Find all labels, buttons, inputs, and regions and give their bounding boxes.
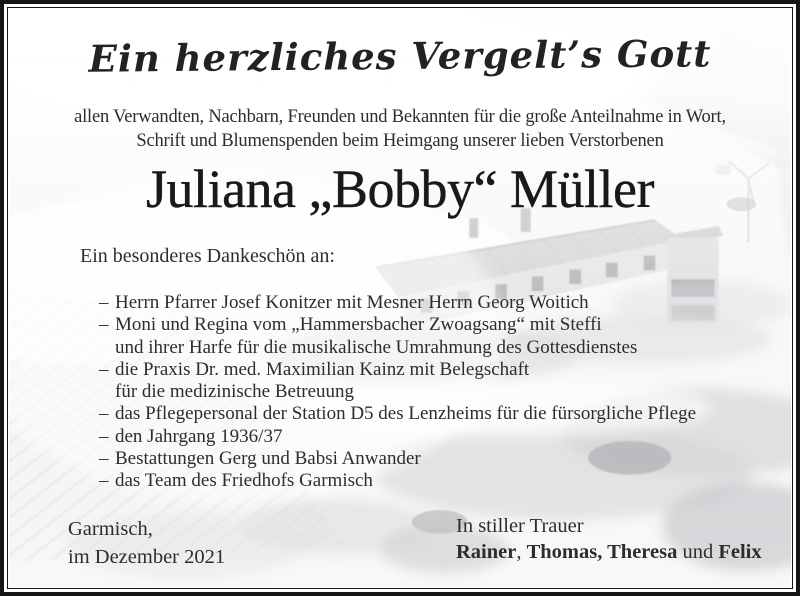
intro-line-1: allen Verwandten, Nachbarn, Freunden und Bekannten für die große Anteilnahme in Wort, — [74, 107, 726, 127]
mourner-name: Rainer — [456, 541, 517, 563]
place: Garmisch, — [68, 518, 153, 540]
thanks-list-item — [99, 292, 776, 314]
list-item-text: Bestattungen Gerg und Babsi Anwander — [115, 448, 421, 470]
list-dash: – — [99, 358, 109, 380]
deceased-name: Juliana „Bobby“ Müller — [146, 159, 654, 219]
list-item-text: das Team des Friedhofs Garmisch — [115, 470, 373, 492]
thanks-list-item — [99, 470, 776, 492]
notice-content — [4, 4, 796, 592]
list-dash: – — [99, 470, 109, 492]
list-dash: – — [99, 448, 109, 470]
mourners-block — [456, 513, 762, 565]
thanks-list-item — [99, 314, 776, 359]
list-item-text: Herrn Pfarrer Josef Konitzer mit Mesner Herrn Georg Woitich — [115, 292, 589, 313]
intro-paragraph — [4, 105, 796, 153]
place-date-block — [68, 515, 225, 571]
mourner-name: Felix — [718, 541, 762, 563]
date: im Dezember 2021 — [68, 546, 226, 568]
list-dash: – — [99, 403, 109, 425]
mourning-label: In stiller Trauer — [456, 515, 584, 537]
intro-line-2: Schrift und Blumenspenden beim Heimgang unserer lieben Verstorbenen — [136, 131, 664, 151]
mourners-names — [456, 539, 762, 565]
headline-script: Ein herzliches Vergelt’s Gott — [88, 31, 712, 81]
thanks-list-item — [99, 448, 776, 470]
list-dash: – — [99, 292, 109, 313]
list-item-text: den Jahrgang 1936/37 — [115, 425, 283, 447]
list-dash: – — [99, 314, 109, 336]
mourner-separator: , — [516, 541, 527, 563]
list-item-text: das Pflegepersonal der Station D5 des Lenzheims für die fürsorgliche Pflege — [115, 403, 697, 425]
thanks-list — [99, 292, 776, 493]
thanks-list-item — [99, 403, 776, 425]
thanks-list-item — [99, 426, 776, 448]
list-dash: – — [99, 425, 109, 447]
list-item-text: die Praxis Dr. med. Maximilian Kainz mit Belegschaft für die medizinische Betreuung — [115, 358, 530, 403]
list-item-text: Moni und Regina vom „Hammersbacher Zwoagsang“ mit Steffi und ihrer Harfe für die musikalische Umrahmung des Gottesdienstes — [115, 314, 638, 358]
mourner-name: Thomas, Theresa — [526, 541, 678, 563]
thanks-list-item — [99, 359, 776, 404]
mourner-separator: und — [677, 541, 719, 563]
thanks-heading: Ein besonderes Dankeschön an: — [80, 245, 335, 267]
